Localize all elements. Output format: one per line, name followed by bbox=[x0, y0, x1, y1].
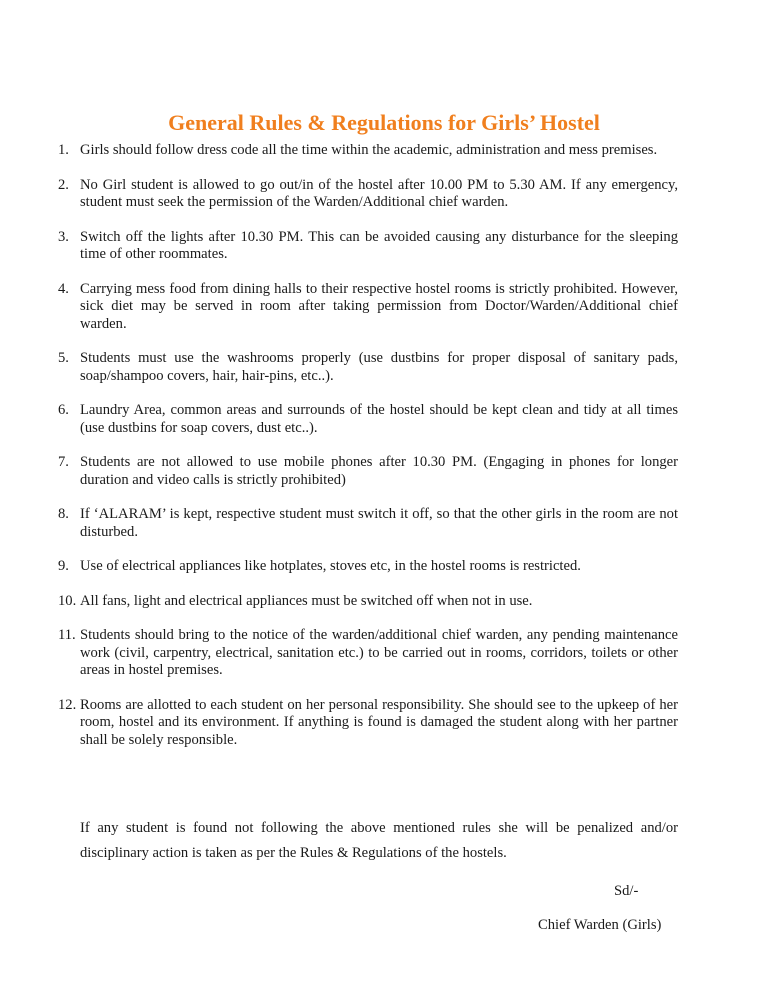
rule-number: 2. bbox=[58, 176, 69, 193]
rule-number: 7. bbox=[58, 454, 69, 470]
rule-text: Laundry Area, common areas and surrounds of the hostel should be kept clean and tidy at all times (use dustbins for soap covers, dust etc..). bbox=[80, 402, 678, 436]
rule-text: Carrying mess food from dining halls to their respective hostel rooms is strictly prohibited. However, sick diet may be served in room after taking permission from Doctor/Warden/Additional chief warden. bbox=[80, 280, 678, 332]
rule-text: No Girl student is allowed to go out/in of the hostel after 10.00 PM to 5.30 AM. If any emergency, student must seek the permission of the Warden/Additional chief warden. bbox=[80, 176, 678, 210]
closing-note: If any student is found not following the above mentioned rules she will be penalized and/or disciplinary action is taken as per the Rules & Regulations of the hostels. bbox=[80, 820, 678, 861]
rule-text: All fans, light and electrical appliances must be switched off when not in use. bbox=[80, 592, 533, 609]
page-title: General Rules & Regulations for Girls’ Hostel bbox=[168, 110, 600, 135]
rule-item-7 bbox=[58, 454, 678, 489]
rule-item-8 bbox=[58, 506, 678, 541]
rule-item-9 bbox=[58, 558, 678, 576]
rule-number: 1. bbox=[58, 142, 69, 158]
rule-text: If ‘ALARAM’ is kept, respective student must switch it off, so that the other girls in the room are not disturbed. bbox=[80, 506, 678, 540]
rule-item-10 bbox=[58, 593, 678, 611]
rule-item-2 bbox=[58, 177, 678, 212]
rule-text: Students are not allowed to use mobile phones after 10.30 PM. (Engaging in phones for longer duration and video calls is strictly prohibited) bbox=[80, 454, 678, 488]
rule-number: 10. bbox=[58, 592, 77, 609]
rule-number: 11. bbox=[58, 627, 76, 643]
rule-item-3 bbox=[58, 229, 678, 264]
rule-item-1 bbox=[58, 142, 678, 160]
rule-text: Students should bring to the notice of the warden/additional chief warden, any pending maintenance work (civil, carpentry, electrical, sanitation etc.) to be carried out in rooms, corridors, toilets or other areas in hostel premises. bbox=[80, 627, 678, 678]
rule-number: 8. bbox=[58, 506, 69, 522]
rule-item-4 bbox=[58, 281, 678, 334]
rule-number: 9. bbox=[58, 558, 69, 574]
rule-item-12 bbox=[58, 697, 678, 750]
rule-text: Switch off the lights after 10.30 PM. This can be avoided causing any disturbance for the sleeping time of other roommates. bbox=[80, 228, 678, 262]
rule-number: 12. bbox=[58, 696, 77, 713]
rule-number: 6. bbox=[58, 402, 69, 418]
rules-list bbox=[58, 142, 678, 766]
rule-number: 3. bbox=[58, 228, 69, 245]
rule-text: Girls should follow dress code all the time within the academic, administration and mess premises. bbox=[80, 142, 658, 158]
rule-item-5 bbox=[58, 350, 678, 385]
rule-item-6 bbox=[58, 402, 678, 437]
signatory-title: Chief Warden (Girls) bbox=[538, 917, 662, 933]
rule-text: Use of electrical appliances like hotplates, stoves etc, in the hostel rooms is restricted. bbox=[80, 558, 581, 574]
rule-number: 5. bbox=[58, 350, 69, 366]
signature: Sd/- bbox=[614, 883, 639, 899]
rule-number: 4. bbox=[58, 280, 69, 297]
rule-text: Rooms are allotted to each student on her personal responsibility. She should see to the upkeep of her room, hostel and its environment. If anything is found is damaged the student along with her partner shall be solely responsible. bbox=[80, 696, 678, 748]
rule-text: Students must use the washrooms properly (use dustbins for proper disposal of sanitary pads, soap/shampoo covers, hair, hair-pins, etc..). bbox=[80, 350, 678, 384]
rule-item-11 bbox=[58, 627, 678, 680]
